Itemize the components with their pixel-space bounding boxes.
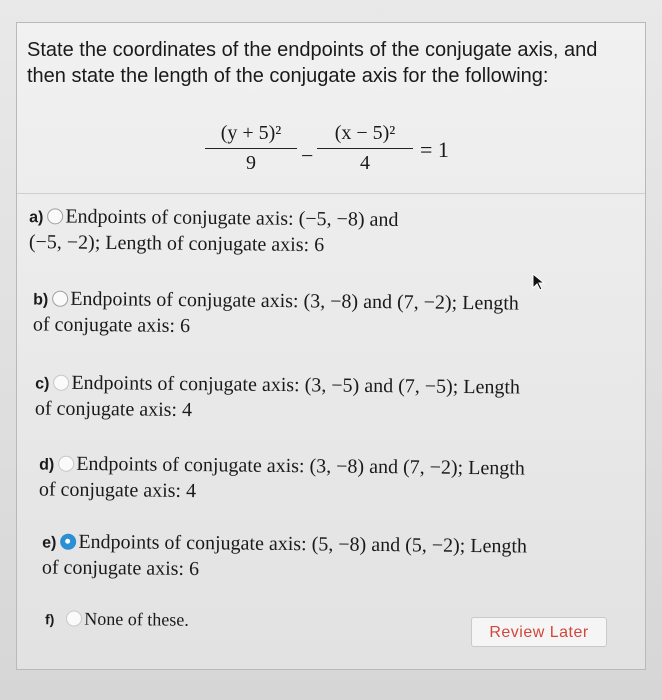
- option-c[interactable]: [35, 370, 520, 426]
- option-text-line-1: Endpoints of conjugate axis: (3, −8) and (7, −2); Length: [76, 452, 525, 480]
- radio-button-icon[interactable]: [58, 456, 74, 472]
- fraction-y-term: [205, 121, 297, 175]
- radio-button-selected-icon[interactable]: [60, 534, 76, 550]
- option-f[interactable]: [45, 606, 189, 634]
- option-e[interactable]: [42, 529, 527, 585]
- fraction-x-numerator: (x − 5)²: [334, 122, 396, 144]
- minus-sign: −: [301, 143, 314, 168]
- option-letter: a): [29, 209, 44, 227]
- option-text-line-1: Endpoints of conjugate axis: (5, −8) and (5, −2); Length: [78, 530, 528, 558]
- option-text-line-2: of conjugate axis: 6: [41, 556, 200, 581]
- review-later-button[interactable]: Review Later: [471, 617, 607, 647]
- fraction-x-term: [317, 121, 413, 175]
- option-letter: c): [35, 375, 50, 393]
- radio-button-icon[interactable]: [47, 208, 63, 224]
- option-text-line-2: of conjugate axis: 6: [32, 313, 191, 338]
- question-line-2: then state the length of the conjugate axis for the following:: [27, 65, 549, 87]
- fraction-bar: [317, 148, 413, 149]
- radio-button-icon[interactable]: [53, 375, 69, 391]
- option-text-line-1: Endpoints of conjugate axis: (3, −8) and (7, −2); Length: [70, 287, 519, 315]
- question-panel: [16, 22, 646, 670]
- question-line-1: State the coordinates of the endpoints of the conjugate axis, and: [27, 39, 598, 61]
- option-letter: d): [39, 456, 55, 474]
- option-text-line-1: None of these.: [84, 608, 189, 630]
- fraction-x-denominator: 4: [360, 152, 370, 174]
- fraction-bar: [205, 148, 297, 149]
- option-text-line-2: of conjugate axis: 4: [34, 397, 193, 422]
- option-text-line-2: (−5, −2); Length of conjugate axis: 6: [28, 231, 325, 257]
- equation-rhs: = 1: [420, 137, 449, 162]
- radio-button-icon[interactable]: [52, 291, 68, 307]
- fraction-y-numerator: (y + 5)²: [220, 122, 282, 144]
- option-text-line-1: Endpoints of conjugate axis: (3, −5) and (7, −5); Length: [71, 371, 521, 399]
- option-d[interactable]: [39, 451, 525, 507]
- question-prompt: [27, 37, 635, 89]
- option-letter: e): [42, 534, 57, 552]
- option-a[interactable]: [29, 204, 399, 259]
- hyperbola-equation: [205, 121, 485, 201]
- divider: [17, 193, 645, 194]
- option-text-line-2: of conjugate axis: 4: [38, 478, 197, 503]
- fraction-y-denominator: 9: [246, 152, 256, 174]
- option-letter: b): [33, 291, 49, 309]
- option-letter: f): [44, 611, 55, 628]
- radio-button-icon[interactable]: [66, 610, 82, 626]
- option-text-line-1: Endpoints of conjugate axis: (−5, −8) and: [65, 205, 399, 231]
- option-b[interactable]: [33, 286, 519, 342]
